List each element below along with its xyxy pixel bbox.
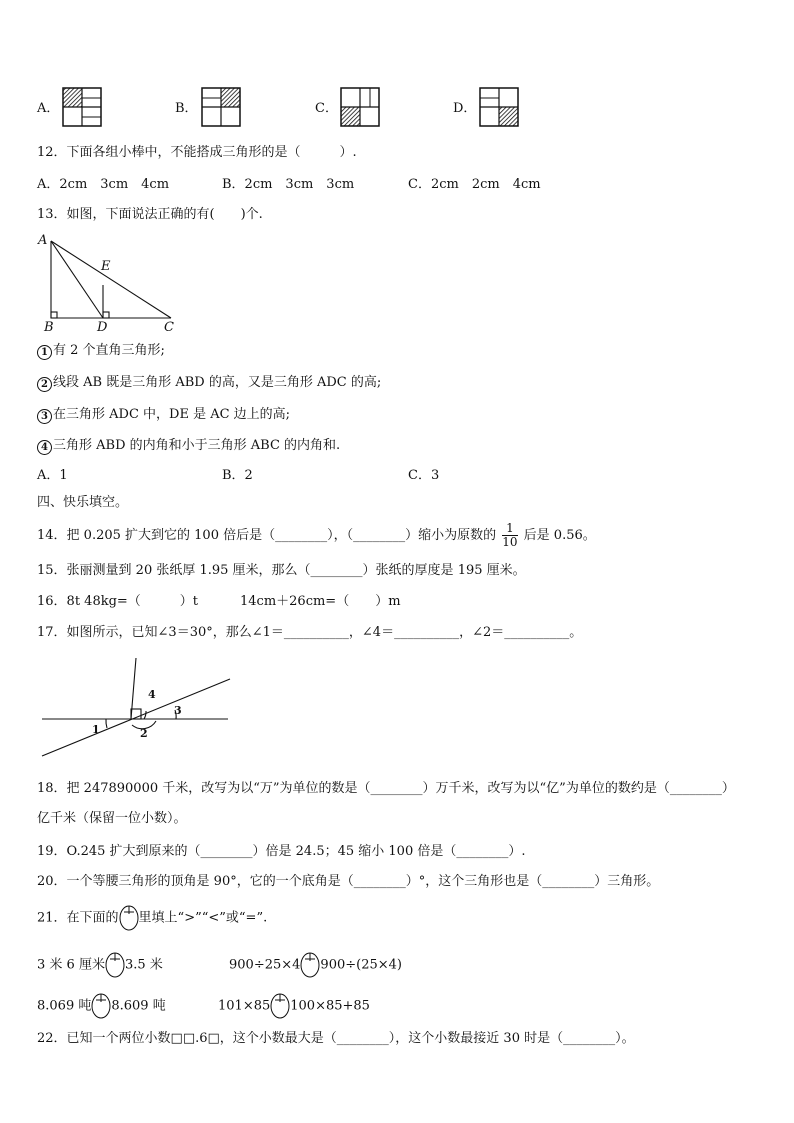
q13-option-b: B．2 xyxy=(222,468,253,483)
q21-item-4-oval-icon[interactable] xyxy=(270,992,290,1020)
q16-part-2: 14cm＋26cm=（ ）m xyxy=(240,594,401,609)
q14-fraction-numerator: 1 xyxy=(502,522,517,536)
q12-option-a: A．2cm 3cm 4cm xyxy=(37,177,170,192)
q21-item-4-left: 101×85 xyxy=(218,998,271,1014)
q14-text-before: 14．把 0.205 扩大到它的 100 倍后是（________），（________）缩小为原数的 xyxy=(37,528,497,543)
q21-item-3-left: 8.069 吨 xyxy=(37,998,92,1014)
q13-statement-2 xyxy=(37,374,381,392)
q12-stem: 12．下面各组小棒中，不能搭成三角形的是（ ）. xyxy=(37,145,357,160)
q21-item-2-oval-icon[interactable] xyxy=(300,951,320,979)
q13-option-c: C．3 xyxy=(408,468,440,483)
q13-statement-4-text: 三角形 ABD 的内角和小于三角形 ABC 的内角和. xyxy=(53,438,341,453)
q21-item-2-right: 900÷(25×4) xyxy=(320,957,402,973)
q21-answer-oval-icon xyxy=(119,904,139,932)
q13-statement-3 xyxy=(37,406,290,424)
q17-angle-figure xyxy=(36,655,236,765)
q13-label-d: D xyxy=(97,320,108,335)
q21-stem xyxy=(37,904,267,932)
q19: 19．O.245 扩大到原来的（________）倍是 24.5；45 缩小 100 倍是（________）. xyxy=(37,844,526,859)
q17-label-1: 1 xyxy=(92,723,100,736)
q13-label-a: A xyxy=(38,233,48,248)
q11-option-d-label: D． xyxy=(453,101,477,116)
q11-option-b-figure xyxy=(201,87,241,127)
q13-option-a: A．1 xyxy=(37,468,68,483)
q13-triangle-figure xyxy=(36,230,186,336)
q13-stem: 13．如图，下面说法正确的有( )个. xyxy=(37,207,263,222)
section-4-title: 四、快乐填空。 xyxy=(37,495,129,510)
q18-line-2: 亿千米（保留一位小数）。 xyxy=(37,811,187,826)
q11-option-a-figure xyxy=(62,87,102,127)
q15: 15．张丽测量到 20 张纸厚 1.95 厘米，那么（________）张纸的厚度是 195 厘米。 xyxy=(37,563,526,578)
q11-option-c-label: C． xyxy=(315,101,338,116)
q12-option-b: B．2cm 3cm 3cm xyxy=(222,177,355,192)
q13-statement-2-number: 2 xyxy=(37,377,52,392)
q21-item-1 xyxy=(37,951,163,979)
q20: 20．一个等腰三角形的顶角是 90°，它的一个底角是（________）°，这个三角形也是（________）三角形。 xyxy=(37,874,660,889)
q18-line-1: 18．把 247890000 千米，改写为以“万”为单位的数是（________）万千米，改写为以“亿”为单位的数约是（________） xyxy=(37,781,735,796)
q13-statement-3-text: 在三角形 ADC 中，DE 是 AC 边上的高; xyxy=(53,407,291,422)
q21-item-3-right: 8.609 吨 xyxy=(111,998,166,1014)
q12-option-c: C．2cm 2cm 4cm xyxy=(408,177,541,192)
q13-label-e: E xyxy=(101,259,111,274)
q14-text-after: 后是 0.56。 xyxy=(523,528,596,543)
q13-statement-3-number: 3 xyxy=(37,409,52,424)
q11-option-b-label: B． xyxy=(175,101,198,116)
q22: 22．已知一个两位小数□□.6□，这个小数最大是（________），这个小数最接近 30 时是（________）。 xyxy=(37,1031,635,1046)
q13-statement-1-text: 有 2 个直角三角形; xyxy=(53,343,165,358)
q16-part-1: 16．8t 48kg=（ ）t xyxy=(37,594,199,609)
q13-statement-4-number: 4 xyxy=(37,440,52,455)
q14 xyxy=(37,522,596,549)
q13-statement-2-text: 线段 AB 既是三角形 ABD 的高，又是三角形 ADC 的高; xyxy=(53,375,382,390)
q21-text-after: 里填上“>”“<”或“=”. xyxy=(138,910,268,926)
q17-label-4: 4 xyxy=(148,688,156,701)
q21-item-3-oval-icon[interactable] xyxy=(91,992,111,1020)
q21-item-4-right: 100×85+85 xyxy=(290,998,370,1014)
q13-label-b: B xyxy=(44,320,54,335)
q11-option-a-label: A． xyxy=(37,101,60,116)
q21-item-1-right: 3.5 米 xyxy=(124,957,163,973)
q13-statement-4 xyxy=(37,437,340,455)
q17-label-3: 3 xyxy=(174,704,182,717)
q14-fraction-denominator: 10 xyxy=(502,535,518,549)
q17-label-2: 2 xyxy=(140,727,148,740)
q21-item-1-oval-icon[interactable] xyxy=(105,951,125,979)
q11-option-c-figure xyxy=(340,87,380,127)
q21-item-4 xyxy=(218,992,370,1020)
q14-fraction xyxy=(502,522,517,549)
q21-item-1-left: 3 米 6 厘米 xyxy=(37,957,105,973)
q21-item-2 xyxy=(229,951,402,979)
q21-item-2-left: 900÷25×4 xyxy=(229,957,301,973)
q11-option-d-figure xyxy=(479,87,519,127)
q21-text-before: 21．在下面的 xyxy=(37,910,119,926)
q21-item-3 xyxy=(37,992,166,1020)
q17: 17．如图所示，已知∠3＝30°，那么∠1＝__________，∠4＝__________，∠2＝__________。 xyxy=(37,625,583,640)
q13-label-c: C xyxy=(164,320,174,335)
q13-statement-1 xyxy=(37,342,165,360)
q13-statement-1-number: 1 xyxy=(37,345,52,360)
